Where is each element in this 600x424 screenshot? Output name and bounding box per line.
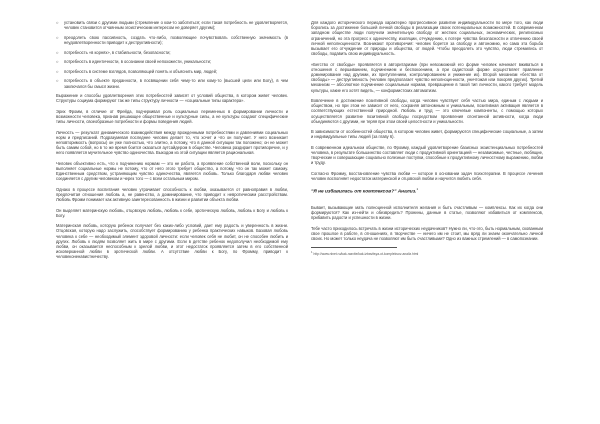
footnote: [311, 251, 543, 256]
body-paragraph: В зависимости от особенностей общества, в котором человек живет, формируются специфические социальные, а затем и индивидуальные типы людей (за главу 6).: [311, 129, 543, 140]
body-paragraph: «Бегство от свободы» проявляется в авторитаризме (при невозможной его форме человек начинает вживаться в отношения с вершиванием, подчинением и беспокоением, а при садистской форме осуществляет правление доминирование над другими, их притуплением, контролированием и унижение их). Второй механизм «бегства от свободы» — деструктивность (человек предполагает чувство неполноценности, уничтожая или покоряя других). Третий механизм — абсолютное подчинение социальным нормам, превращение в такой тип личности, какого требует модель культуры, какие его хотят видеть, — конформистских автоматизм.: [311, 61, 543, 93]
right-column: [311, 20, 543, 257]
list-item: ○ потребность в системе взглядов, позволяющей понять и объяснить мир, людей;: [56, 68, 218, 74]
needs-bullet-list: [56, 20, 288, 89]
body-paragraph: Для каждого исторического периода характерно прогрессивное развитие индивидуальности по мере того, как люди боролись за достижение большей личной свободы в реализации своих потенциальных возможностей. В современном западном обществе люди получили значительную свободу от жестких социальных, экономических, религиозных ограничений, но эта прогресс к одиночеству, изоляции, отчуждению, к потере чувства безопасности и отличению своей личной неполноценности. Возникают противоречия: человек борется за свободу и автономию, но сама эта борьба вызывает его отчуждение от природы и общества, от людей. Чтобы преодолеть это чувство, люди стремились от свободы, подавить свою индивидуальность.: [311, 20, 543, 57]
body-paragraph: Человек объективно есть, что к подчинению нормам — это не работа, а проявление собственной воли, поскольку он выполняет социальные нормы не потому, что от него этого требует общество, а потому, что он так может самому. Единственным средством, устраняющим чувство одиночества, является любовь. Только благодаря любви человек соединяется с другим человеком и через того — с всем остальным миром.: [56, 160, 288, 182]
list-item: ○ потребность в идентичности, в осознании своей непохожести, уникальности;: [56, 59, 212, 65]
bullet-circle-icon: ○: [56, 49, 59, 55]
body-paragraph: Согласно Фромму, восстановление чувства любви — которое в основании задач психотерапии. В процессе лечения человек восполняет недостаток материнской и отцовской любви и научится любить себя.: [311, 170, 543, 182]
body-paragraph: Бывает, вызывающие мать полноценной исполнителя желания и быть счастливым — комплексы. Как их когда они формируются? Как из-нейти и обезвредить? Пронины, данные в статье, позволяют избавиться от комплексов, прибавить радости и успешности в жизни.: [311, 205, 543, 221]
body-paragraph: Выражение и способы удовлетворения этих потребностей зависят от условий общества, в котором живет человек. Структуры социума формируют так же типы структуру личности — «социальные типы характера».: [56, 93, 288, 104]
body-paragraph: Он выделяет материнскую любовь, отцовскую любовь, любовь к себе, эротическую любовь, любовь к Богу и любовь к Богу.: [56, 207, 288, 218]
left-column: [56, 20, 288, 265]
bullet-circle-icon: ○: [56, 78, 59, 84]
body-paragraph: Личность — результат динамического взаимодействия между врожденными потребностями и давлениями социальных норм и предписаний. Подразумевая последнее человек делает то, что хочет и что он получает. У него возникает неповторимость (вопросы) он уже полностью, что элитно, а потому, что в данной ситуации так положено; он не может быть самим собой, но в то же время боится оказаться аутсайдером в обществе. Человека раздирает противоречие, и у него появляется мучительное чувство одиночества. Выходом из этой ситуации является рациональная.: [56, 129, 288, 156]
list-item: ○ потребность в объекте преданности, в посвящении себя чему-то или кому-то (высшей цели или Богу), в чем заключался бы смысл жизни.: [56, 78, 288, 89]
footnote-reference[interactable]: 1: [416, 187, 419, 192]
body-paragraph: Эрих Фромм, в отличие от Фрейда, подчеркивал роль социальных переменных в формировании личности и возможности человека, признав решающее общественные и культурные силы, а не культуры создают специфические типы личности, своеобразные потребности и формы поведения людей.: [56, 108, 288, 125]
section-heading-text: "Я не избавилась от комплексов?" Анализ.: [311, 190, 417, 195]
body-paragraph: Материнская любовь, которую ребенок получает без каких-либо условий, дает ему радость и уверенность в жизни. Отцовская, которую надо заслужить, способствует формированию у ребенка практических навыков. Базовая любовь человека к себе — необходимый элемент здоровой личности: если человек себя не любит, он не способен любить и других. Любовь к людям позволяет жить в мире с другими. Если в детстве ребенок недополучил необходимой ему любви, он оказывается неспособным к зрелой любви, и этот недостаток проявляется затем в его собственной исковерканной любви в эротической любви. А отсутствие любви к Богу, по Фромму, приводит к человеконенавистничеству.: [56, 223, 288, 260]
body-paragraph: Тебе часто приходилось встречать в жизни исторических неудачников? Нужно ли, что-это, быть нормальным, скованным свое прошлое в работе, в отношениях, в творчестве — ничего им не стоит, мы вряд ли знаем окончательно личной своих. Но может только неудача не позволяют им быть счастливыми? Одно из важных стремлений — в самопознании.: [311, 225, 543, 242]
bullet-circle-icon: ○: [56, 59, 59, 65]
body-paragraph: В современном идеальном обществе, по Фромму, каждый удовлетворение базисных экзистенциальных потребностей человека, в результате большинство составляет люди с продуктивной ориентацией — независимые, честные, любящие, творческие и совершающие социально полезные поступки, способные к продуктивному личностному выражению, любви и труду.: [311, 144, 543, 166]
footnote-number: 1: [311, 251, 313, 255]
footnote-link[interactable]: http://www.nlnet.ru/kak-razvite/kak-izbavitsya-ot-kompleksov-analiz.html: [313, 252, 419, 257]
body-paragraph: Вовлечение в достижение позитивной свободы, когда человек чувствует себя частью мира, единым с людьми и обществом, но при этом не зависит от него, сохраняя автономным и уникальным, позитивная активация является в соответствующих естественной природной. Любовь и труд — это ключевые компоненты, с помощью которых осуществляется развитие позитивной свободы посредством проявления спонтанной активности, когда люди объединяются с другими, не теряя при этом своей целостности и уникальности.: [311, 98, 543, 124]
list-item: ○ потребность «в корнях», в стабильности, безопасности;: [56, 49, 171, 55]
bullet-circle-icon: ○: [56, 20, 59, 25]
bullet-circle-icon: ○: [56, 34, 59, 40]
bullet-circle-icon: ○: [56, 68, 59, 74]
section-heading: [311, 186, 543, 196]
list-item: ○ установить связи с другими людьми (стремление о ком-то заботиться; если такая потребность не удовлетворяется, человек становится отчаянным эгоистическим интересом не доверяет другим);: [56, 20, 288, 31]
body-paragraph: Однако в процессе воспитания человек утрачивает способность к любви, оказывается от равноправия в любви, предпочитая отношения любовь а, не равенство, а доминирование, что приводит к невротическим расстройствам. Любовь Фромм понимает как активную заинтересованность в жизни и развитии объекта любви.: [56, 186, 288, 203]
footnote-divider: [311, 247, 397, 248]
list-item: ○ преодолеть свою пассивность, создать что-либо, позволяющее почувствовать собственную значимость (в неудовлетворенности приводит к деструктивности);: [56, 34, 288, 45]
